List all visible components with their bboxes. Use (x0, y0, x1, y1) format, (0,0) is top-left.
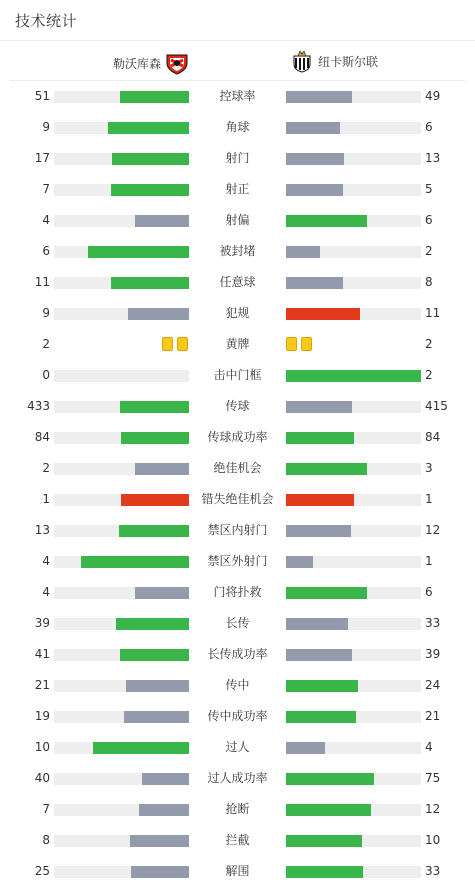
home-bar-track (54, 308, 189, 320)
away-bar-fill (286, 711, 356, 723)
stat-row (0, 112, 475, 143)
away-value: 4 (425, 740, 433, 754)
home-value: 433 (27, 399, 50, 413)
home-bar-track (54, 122, 189, 134)
stat-row (0, 174, 475, 205)
away-bar-fill (286, 556, 313, 568)
home-value: 19 (34, 709, 50, 723)
home-bar-fill (126, 680, 189, 692)
stat-row (0, 143, 475, 174)
away-bar-track (286, 215, 421, 227)
home-bar-fill (112, 153, 189, 165)
home-bar-track (54, 556, 189, 568)
home-bar-track (54, 773, 189, 785)
away-yellow-cards (286, 337, 312, 351)
home-bar-track (54, 432, 189, 444)
away-bar-track (286, 153, 421, 165)
stat-row (0, 298, 475, 329)
home-bar-track (54, 649, 189, 661)
stat-label: 绝佳机会 (213, 461, 262, 475)
home-bar-track (54, 866, 189, 878)
home-value: 9 (42, 306, 50, 320)
away-bar-track (286, 866, 421, 878)
away-bar-track (286, 649, 421, 661)
home-value: 4 (42, 213, 50, 227)
stat-row (0, 701, 475, 732)
away-value: 2 (425, 337, 433, 351)
home-bar-track (54, 804, 189, 816)
stat-label: 传中成功率 (207, 709, 268, 723)
stat-label: 犯规 (225, 306, 250, 320)
stat-label: 禁区外射门 (207, 554, 268, 568)
home-bar-fill (120, 91, 189, 103)
stat-row (0, 422, 475, 453)
away-bar-fill (286, 587, 367, 599)
away-bar-track (286, 711, 421, 723)
away-bar-fill (286, 804, 371, 816)
stat-row (0, 825, 475, 856)
home-bar-fill (130, 835, 189, 847)
home-team[interactable] (113, 51, 189, 75)
home-value: 8 (42, 833, 50, 847)
stat-row (0, 329, 475, 360)
home-bar-track (54, 184, 189, 196)
home-bar-fill (135, 587, 189, 599)
home-value: 6 (42, 244, 50, 258)
stat-label: 拦截 (225, 833, 250, 847)
stat-label: 射偏 (225, 213, 250, 227)
stat-label: 禁区内射门 (207, 523, 268, 537)
away-bar-fill (286, 835, 362, 847)
away-bar-fill (286, 308, 360, 320)
home-bar-track (54, 246, 189, 258)
away-bar-fill (286, 463, 367, 475)
away-value: 8 (425, 275, 433, 289)
home-value: 4 (42, 585, 50, 599)
stat-row (0, 794, 475, 825)
stat-label: 任意球 (219, 275, 256, 289)
stat-label: 黄牌 (225, 337, 250, 351)
leverkusen-crest-icon (165, 51, 189, 75)
away-value: 6 (425, 120, 433, 134)
stat-label: 解围 (225, 864, 250, 878)
home-value: 11 (34, 275, 50, 289)
stat-label: 射正 (225, 182, 250, 196)
home-value: 13 (34, 523, 50, 537)
home-bar-fill (108, 122, 189, 134)
yellow-card-icon (286, 337, 297, 351)
away-value: 2 (425, 244, 433, 258)
away-value: 2 (425, 368, 433, 382)
home-bar-fill (119, 525, 189, 537)
home-bar-fill (93, 742, 189, 754)
home-value: 17 (34, 151, 50, 165)
away-bar-fill (286, 432, 354, 444)
away-value: 6 (425, 585, 433, 599)
away-value: 1 (425, 554, 433, 568)
home-bar-fill (120, 649, 189, 661)
home-value: 21 (34, 678, 50, 692)
away-value: 11 (425, 306, 441, 320)
stats-header (0, 0, 475, 41)
stats-list (0, 81, 475, 887)
home-bar-fill (81, 556, 189, 568)
away-bar-track (286, 835, 421, 847)
home-value: 10 (34, 740, 50, 754)
home-bar-track (54, 618, 189, 630)
away-value: 49 (425, 89, 441, 103)
away-bar-fill (286, 184, 343, 196)
home-bar-track (54, 401, 189, 413)
stat-label: 错失绝佳机会 (201, 492, 274, 506)
away-bar-track (286, 587, 421, 599)
stat-label: 长传成功率 (207, 647, 268, 661)
away-bar-fill (286, 742, 325, 754)
home-bar-track (54, 494, 189, 506)
away-bar-fill (286, 618, 348, 630)
away-value: 21 (425, 709, 441, 723)
home-value: 4 (42, 554, 50, 568)
stat-row (0, 360, 475, 391)
away-bar-track (286, 308, 421, 320)
home-bar-track (54, 835, 189, 847)
away-bar-track (286, 618, 421, 630)
away-value: 13 (425, 151, 441, 165)
away-bar-track (286, 91, 421, 103)
stat-row (0, 81, 475, 112)
stat-row (0, 453, 475, 484)
stat-row (0, 267, 475, 298)
away-bar-track (286, 680, 421, 692)
home-bar-track (54, 742, 189, 754)
stat-label: 传球 (225, 399, 250, 413)
home-bar-fill (135, 463, 189, 475)
home-bar-fill (139, 804, 189, 816)
away-value: 10 (425, 833, 441, 847)
away-bar-fill (286, 494, 354, 506)
away-value: 33 (425, 864, 441, 878)
away-bar-fill (286, 153, 344, 165)
home-bar-fill (121, 432, 189, 444)
away-bar-fill (286, 866, 363, 878)
stat-label: 击中门框 (213, 368, 262, 382)
away-bar-fill (286, 401, 352, 413)
stat-row (0, 763, 475, 794)
stat-row (0, 515, 475, 546)
home-value: 84 (34, 430, 50, 444)
home-bar-track (54, 525, 189, 537)
away-bar-track (286, 742, 421, 754)
away-bar-track (286, 401, 421, 413)
home-value: 1 (42, 492, 50, 506)
home-bar-fill (131, 866, 189, 878)
home-team-name: 勒沃库森 (112, 56, 161, 71)
stat-row (0, 546, 475, 577)
home-bar-track (54, 215, 189, 227)
home-value: 7 (42, 802, 50, 816)
away-bar-fill (286, 215, 367, 227)
stat-label: 传球成功率 (207, 430, 268, 444)
home-value: 51 (34, 89, 50, 103)
away-bar-track (286, 525, 421, 537)
away-bar-track (286, 184, 421, 196)
away-bar-track (286, 246, 421, 258)
stat-row (0, 856, 475, 887)
home-bar-fill (111, 184, 189, 196)
home-value: 7 (42, 182, 50, 196)
stat-label: 传中 (225, 678, 250, 692)
stat-row (0, 639, 475, 670)
yellow-card-icon (162, 337, 173, 351)
home-bar-track (54, 91, 189, 103)
away-value: 415 (425, 399, 448, 413)
yellow-card-icon (301, 337, 312, 351)
page-title: 技术统计 (15, 11, 78, 30)
home-bar-fill (128, 308, 189, 320)
stat-label: 门将扑救 (213, 585, 262, 599)
away-team[interactable] (290, 49, 378, 73)
home-bar-track (54, 587, 189, 599)
away-bar-fill (286, 649, 352, 661)
home-bar-fill (116, 618, 189, 630)
away-value: 5 (425, 182, 433, 196)
stat-row (0, 391, 475, 422)
stat-row (0, 236, 475, 267)
away-value: 39 (425, 647, 441, 661)
home-value: 9 (42, 120, 50, 134)
away-bar-track (286, 122, 421, 134)
stat-row (0, 670, 475, 701)
home-bar-fill (124, 711, 189, 723)
home-bar-fill (135, 215, 189, 227)
away-value: 33 (425, 616, 441, 630)
home-bar-track (54, 680, 189, 692)
stat-row (0, 577, 475, 608)
away-value: 12 (425, 523, 441, 537)
stat-label: 被封堵 (219, 244, 256, 258)
stat-row (0, 484, 475, 515)
away-bar-track (286, 277, 421, 289)
away-value: 84 (425, 430, 441, 444)
stat-row (0, 205, 475, 236)
away-value: 75 (425, 771, 441, 785)
away-bar-track (286, 370, 421, 382)
away-value: 12 (425, 802, 441, 816)
away-bar-track (286, 804, 421, 816)
away-bar-track (286, 432, 421, 444)
away-value: 1 (425, 492, 433, 506)
home-bar-track (54, 277, 189, 289)
away-bar-fill (286, 773, 374, 785)
stat-label: 过人成功率 (207, 771, 268, 785)
yellow-card-icon (177, 337, 188, 351)
stat-label: 射门 (225, 151, 250, 165)
home-bar-track (54, 153, 189, 165)
away-value: 24 (425, 678, 441, 692)
away-team-name: 纽卡斯尔联 (318, 54, 379, 69)
away-bar-track (286, 556, 421, 568)
away-bar-fill (286, 277, 343, 289)
stat-label: 抢断 (225, 802, 250, 816)
away-bar-fill (286, 122, 340, 134)
home-value: 41 (34, 647, 50, 661)
home-bar-track (54, 711, 189, 723)
stat-row (0, 732, 475, 763)
away-bar-fill (286, 91, 352, 103)
stat-label: 角球 (225, 120, 250, 134)
teams-bar (10, 41, 465, 81)
away-bar-fill (286, 246, 320, 258)
away-value: 3 (425, 461, 433, 475)
home-bar-fill (88, 246, 189, 258)
home-bar-fill (142, 773, 189, 785)
newcastle-crest-icon (290, 49, 314, 73)
away-bar-track (286, 773, 421, 785)
home-bar-fill (111, 277, 189, 289)
home-value: 2 (42, 461, 50, 475)
home-value: 39 (34, 616, 50, 630)
home-bar-fill (121, 494, 189, 506)
home-value: 40 (34, 771, 50, 785)
away-bar-track (286, 494, 421, 506)
away-bar-track (286, 463, 421, 475)
home-value: 2 (42, 337, 50, 351)
home-value: 25 (34, 864, 50, 878)
stat-label: 过人 (225, 740, 250, 754)
stat-label: 控球率 (219, 89, 256, 103)
stat-row (0, 608, 475, 639)
away-bar-fill (286, 370, 421, 382)
away-bar-fill (286, 525, 351, 537)
away-bar-fill (286, 680, 358, 692)
home-bar-track (54, 370, 189, 382)
home-value: 0 (42, 368, 50, 382)
home-bar-track (54, 463, 189, 475)
away-value: 6 (425, 213, 433, 227)
stat-label: 长传 (225, 616, 250, 630)
home-yellow-cards (162, 337, 188, 351)
home-bar-fill (120, 401, 189, 413)
